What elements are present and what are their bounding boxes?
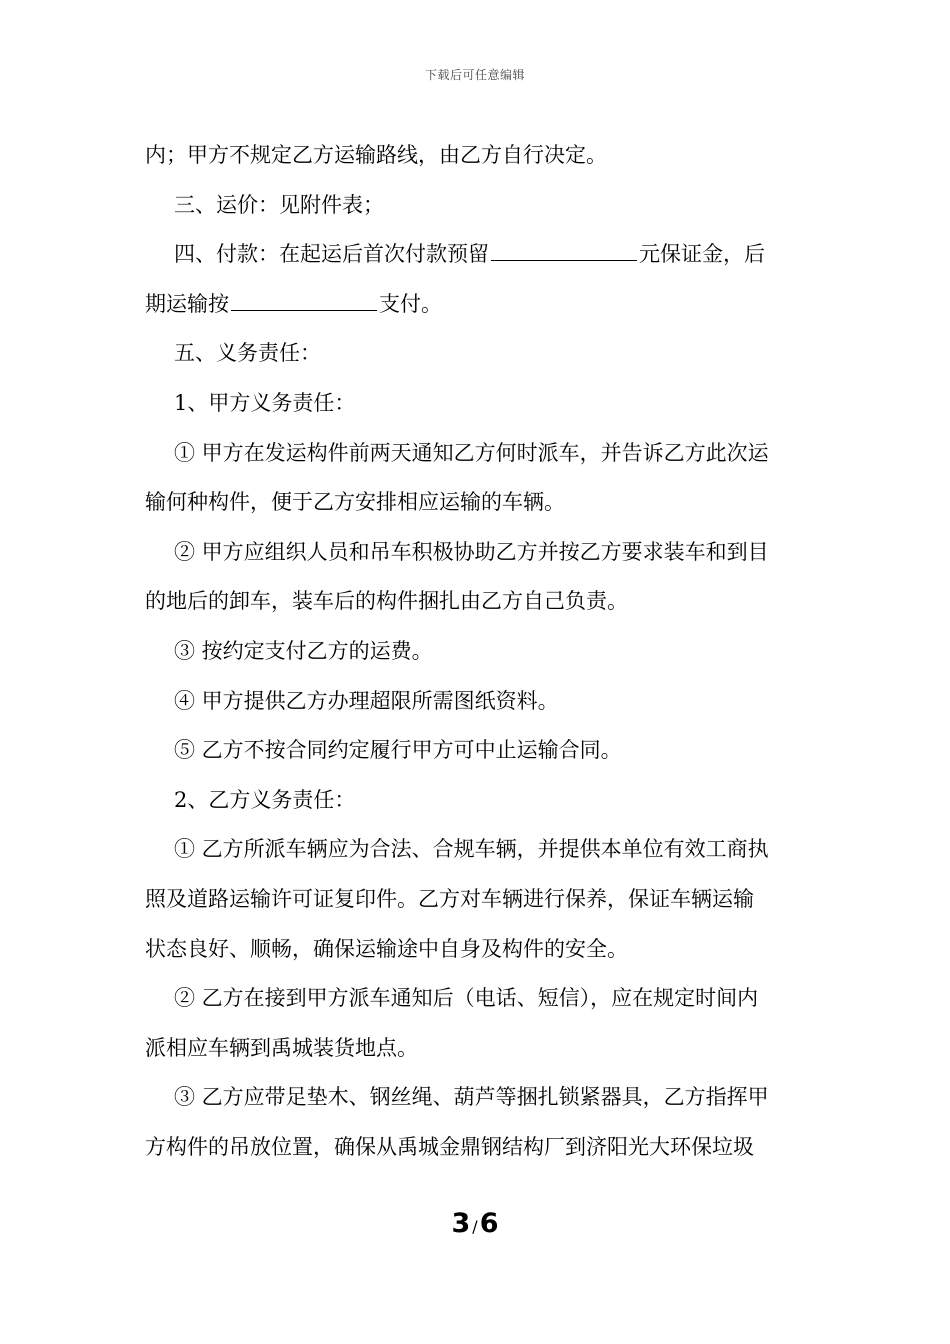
- body-line-21: 方构件的吊放位置，确保从禹城金鼎钢结构厂到济阳光大环保垃圾: [145, 1134, 754, 1159]
- fill-in-blank: [231, 309, 377, 311]
- body-line-7: ① 甲方在发运构件前两天通知乙方何时派车，并告诉乙方此次运: [174, 440, 769, 465]
- body-line-12: ④ 甲方提供乙方办理超限所需图纸资料。: [174, 688, 559, 713]
- body-line-13: ⑤ 乙方不按合同约定履行甲方可中止运输合同。: [174, 738, 622, 763]
- body-line-19: 派相应车辆到禹城装货地点。: [145, 1035, 418, 1060]
- body-line-17: 状态良好、顺畅，确保运输途中自身及构件的安全。: [145, 936, 628, 961]
- body-line-6: 1、甲方义务责任：: [174, 390, 356, 415]
- body-line-9: ② 甲方应组织人员和吊车积极协助乙方并按乙方要求装车和到目: [174, 539, 769, 564]
- page-separator: /: [472, 1217, 478, 1236]
- body-line-4: [145, 280, 810, 330]
- page-number: [0, 1208, 950, 1239]
- fill-in-blank: [491, 259, 637, 261]
- body-line-10: 的地后的卸车，装车后的构件捆扎由乙方自己负责。: [145, 589, 628, 614]
- body-line-11: ③ 按约定支付乙方的运费。: [174, 638, 433, 663]
- line-text: 期运输按: [145, 291, 229, 316]
- body-line-1: 内；甲方不规定乙方运输路线，由乙方自行决定。: [145, 143, 607, 167]
- line-text: 四、付款：在起运后首次付款预留: [174, 242, 489, 267]
- body-line-20: ③ 乙方应带足垫木、钢丝绳、葫芦等捆扎锁紧器具，乙方指挥甲: [174, 1085, 769, 1110]
- line-text: 支付。: [379, 291, 442, 316]
- page-header: 下载后可任意编辑: [424, 68, 525, 82]
- current-page: 3: [451, 1208, 471, 1239]
- body-line-15: ① 乙方所派车辆应为合法、合规车辆，并提供本单位有效工商执: [174, 837, 769, 862]
- body-line-16: 照及道路运输许可证复印件。乙方对车辆进行保养，保证车辆运输: [145, 886, 754, 911]
- body-line-5: 五、义务责任：: [174, 341, 321, 366]
- total-pages: 6: [479, 1208, 499, 1239]
- body-line-3: [145, 230, 810, 280]
- line-text: 元保证金，后: [639, 242, 765, 267]
- body-line-8: 输何种构件，便于乙方安排相应运输的车辆。: [145, 490, 565, 515]
- document-body: [145, 131, 810, 1172]
- body-line-14: 2、乙方义务责任：: [174, 787, 356, 812]
- body-line-18: ② 乙方在接到甲方派车通知后（电话、短信），应在规定时间内: [174, 986, 759, 1011]
- body-line-2: 三、运价：见附件表；: [174, 192, 384, 217]
